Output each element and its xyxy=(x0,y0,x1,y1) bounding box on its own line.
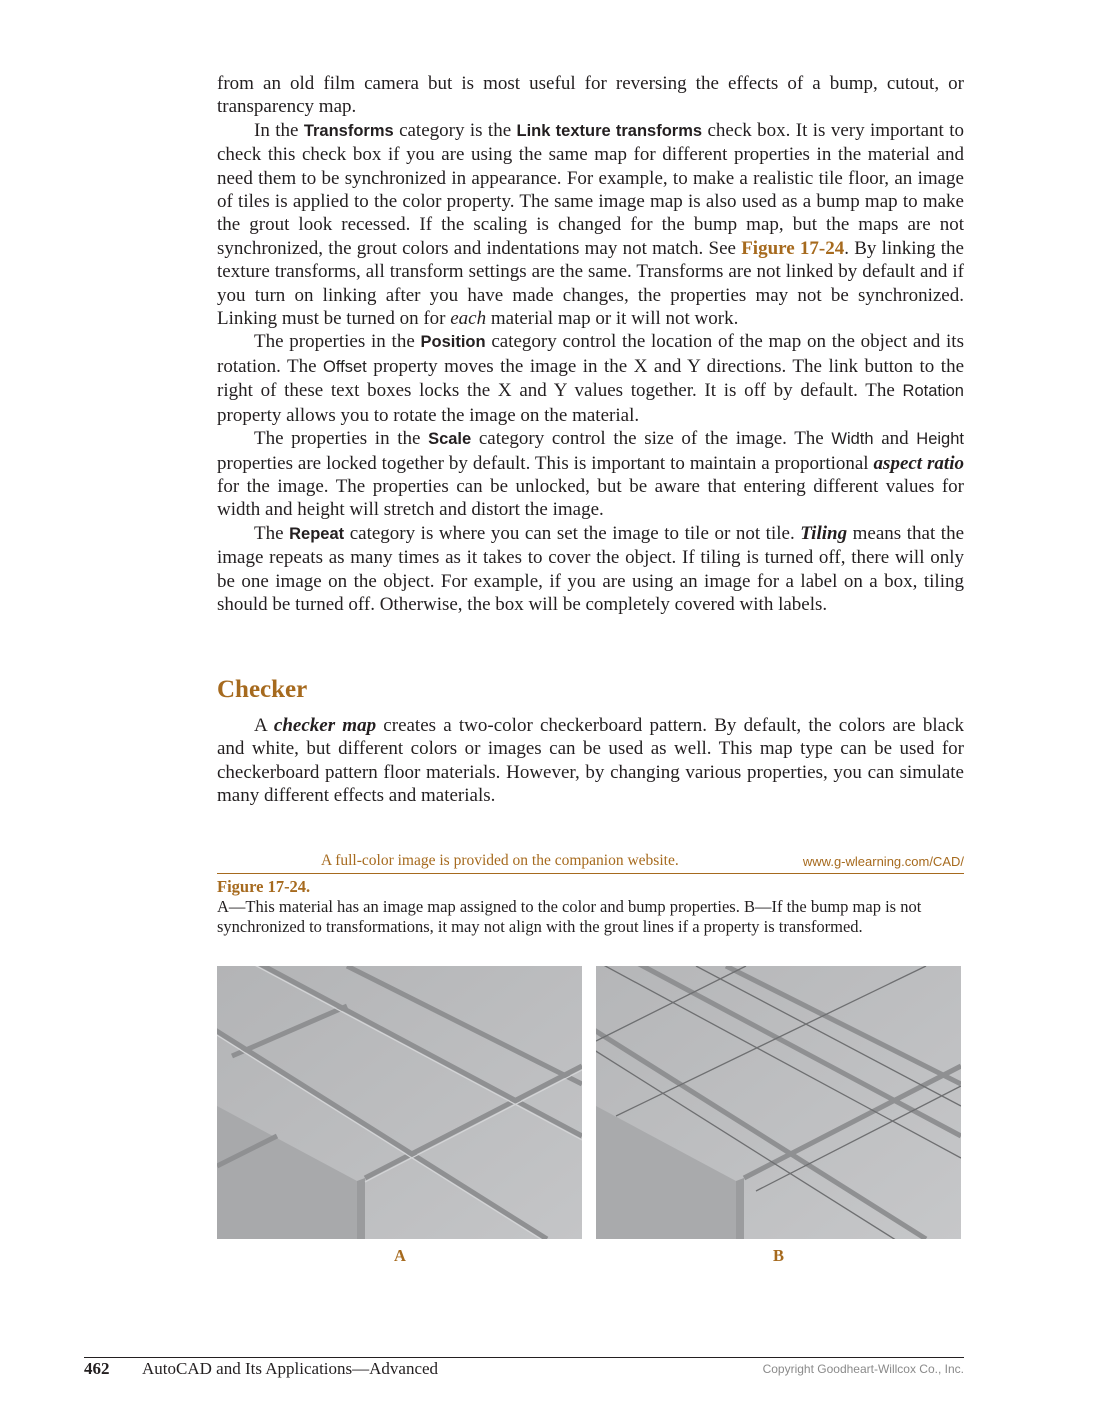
tile-floor-unsynchronized-image xyxy=(596,966,961,1239)
figure-title: Figure 17-24. xyxy=(217,877,311,896)
body-text xyxy=(217,72,964,616)
key-term-checker-map: checker map xyxy=(273,715,377,736)
figure-panel-a-image xyxy=(217,966,582,1239)
copyright-notice: Copyright Goodheart-Willcox Co., Inc. xyxy=(762,1362,964,1376)
footer-divider xyxy=(84,1357,964,1358)
paragraph-position: The properties in the Position category control the location of the map on the object and its rotation. The Offset property moves the image in the X and Y directions. The link button to the right of these text boxes locks the X and Y values together. It is off by default. The Rotation property allows you to rotate the image on the material. xyxy=(217,331,964,426)
checker-text xyxy=(217,714,964,808)
ui-term-link-texture-transforms: Link texture transforms xyxy=(516,121,703,140)
emphasis-each: each xyxy=(450,308,487,330)
paragraph-checker: A checker map creates a two-color checkerboard pattern. By default, the colors are black and white, but different colors or images can be used as well. This map type can be used for checkerboard pattern floor materials. However, by changing various properties, you can simulate many different effects and materials. xyxy=(217,715,964,807)
paragraph-transforms: In the Transforms category is the Link texture transforms check box. It is very important to check this check box if you are using the same map for different properties in the material and need them to be synchronized in appearance. For example, to make a realistic tile floor, an image of tiles is applied to the color property. The same image map is also used as a bump map to make the grout look recessed. If the scaling is changed for the bump map, but the maps are not synchronized, the grout colors and indentations may not match. See Figure 17-24. By linking the texture transforms, all transform settings are the same. Transforms are not linked by default and if you turn on linking after you have made changes, the properties may not be synchronized. Linking must be turned on for each material map or it will not work. xyxy=(217,119,964,330)
ui-term-height: Height xyxy=(916,430,964,449)
panel-label-b: B xyxy=(773,1246,785,1265)
companion-note: A full-color image is provided on the companion website. xyxy=(321,852,679,869)
figure-caption: A—This material has an image map assigned to the color and bump properties. B—If the bump map is not synchronized to transformations, it may not align with the grout lines if a property is transformed. xyxy=(217,897,922,936)
figure-reference-link[interactable]: Figure 17-24 xyxy=(741,237,845,259)
tile-floor-synchronized-image xyxy=(217,966,582,1239)
ui-term-transforms: Transforms xyxy=(303,121,394,140)
section-heading: Checker xyxy=(217,676,308,703)
ui-term-offset: Offset xyxy=(323,357,367,376)
book-title: AutoCAD and Its Applications—Advanced xyxy=(142,1359,439,1378)
paragraph-scale: The properties in the Scale category control the size of the image. The Width and Height properties are locked together by default. This is important to maintain a proportional aspect ratio for the image. The properties can be unlocked, but be aware that entering different values for width and height will stretch and distort the image. xyxy=(217,428,964,521)
paragraph-transparency: from an old film camera but is most useful for reversing the effects of a bump, cutout, or transparency map. xyxy=(217,73,964,118)
paragraph-repeat: The Repeat category is where you can set the image to tile or not tile. Tiling means that the image repeats as many times as it takes to cover the object. If tiling is turned off, there will only be one image on the object. For example, if you are using an image for a label on a box, tiling should be turned off. Otherwise, the box will be completely covered with labels. xyxy=(217,522,964,615)
page-number: 462 xyxy=(84,1359,110,1378)
ui-term-repeat: Repeat xyxy=(289,524,345,543)
companion-website-banner xyxy=(217,851,964,874)
ui-term-position: Position xyxy=(420,333,486,352)
key-term-tiling: Tiling xyxy=(800,522,848,544)
key-term-aspect-ratio: aspect ratio xyxy=(873,452,964,474)
ui-term-scale: Scale xyxy=(428,430,472,449)
figure-panel-b-image xyxy=(596,966,961,1239)
panel-label-a: A xyxy=(394,1246,406,1265)
companion-url-link[interactable]: www.g-wlearning.com/CAD/ xyxy=(802,854,964,869)
ui-term-rotation: Rotation xyxy=(902,382,964,401)
ui-term-width: Width xyxy=(831,430,874,449)
